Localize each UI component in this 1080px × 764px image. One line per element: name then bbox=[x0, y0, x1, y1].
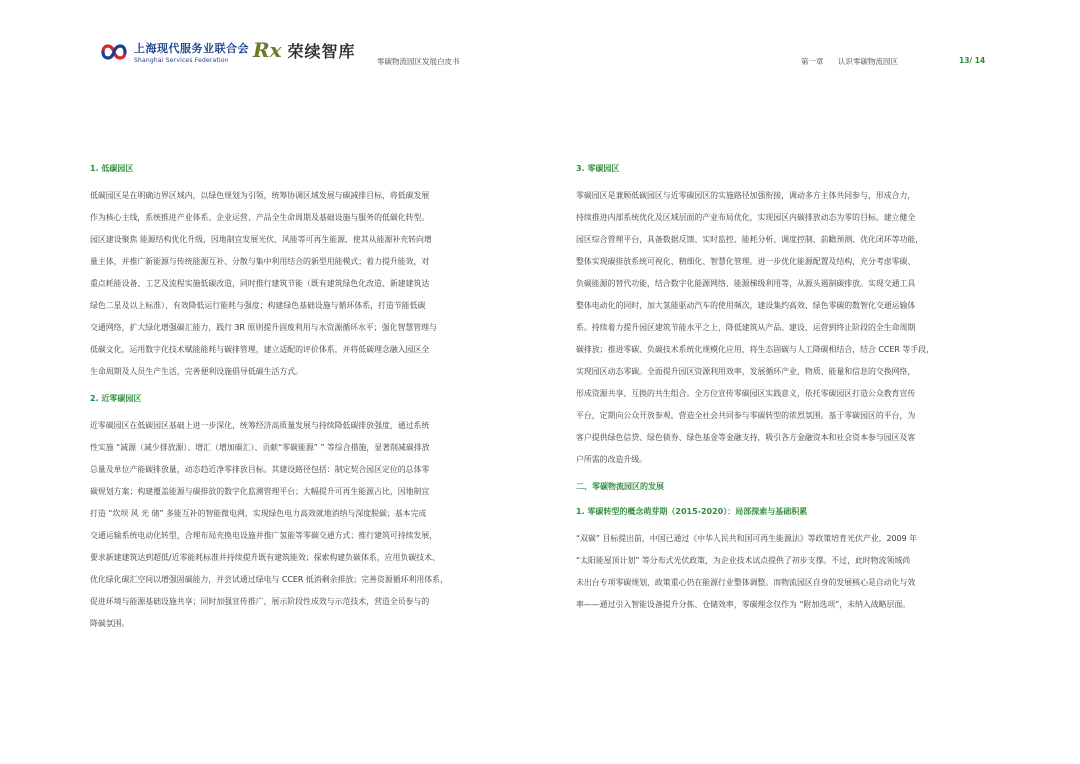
text-line: 要求新建建筑达到超低/近零能耗标准并持续提升既有建筑能效；探索构建负碳体系，应用负碳技术、 bbox=[90, 553, 440, 562]
rx-logo-mark: Rx bbox=[253, 38, 282, 62]
heading-concept-germination-period: 1. 零碳转型的概念萌芽期（2015-2020）：局部探索与基础积累 bbox=[576, 507, 808, 516]
text-line: 交通网络，扩大绿化增强碳汇能力，践行 3R 原则提升固废利用与水资源循环水平；强化智慧管理与 bbox=[90, 323, 437, 332]
text-line: 率——通过引入智能设备提升分拣、仓储效率，零碳理念仅作为 “附加选项”，未纳入战略层面。 bbox=[576, 600, 911, 609]
chapter-title: 认识零碳物流园区 bbox=[838, 57, 898, 66]
text-line: 降碳氛围。 bbox=[90, 619, 130, 628]
heading-near-zero-carbon-park: 2. 近零碳园区 bbox=[90, 394, 142, 403]
text-line: 交通运输系统电动化转型，合理布局充换电设施并推广氢能等零碳交通方式；推行建筑可持续发展， bbox=[90, 531, 438, 540]
text-line: 总量及单位产能碳排放量，动态趋近净零排放目标。其建设路径包括：制定契合园区定位的总体零 bbox=[90, 465, 430, 474]
heading-zero-carbon-park: 3. 零碳园区 bbox=[576, 164, 620, 173]
text-line: 零碳园区是兼顾低碳园区与近零碳园区的实施路径加强衔接，调动多方主体共同参与，形成合力， bbox=[576, 191, 916, 200]
ssf-logo-mark-icon bbox=[100, 41, 128, 63]
text-line: 平台，定期向公众开放参观，营造全社会共同参与零碳转型的浓烈氛围。基于零碳园区的平台，为 bbox=[576, 411, 916, 420]
text-line: 量主体，并推广新能源与传统能源互补、分散与集中利用结合的新型用能模式；着力提升能效，对 bbox=[90, 257, 430, 266]
ssf-name-cn: 上海现代服务业联合会 bbox=[134, 42, 249, 55]
text-line: 重点耗能设备、工艺及流程实施低碳改造，同时推行建筑节能（既有建筑绿色化改造、新建建筑达 bbox=[90, 279, 430, 288]
ssf-name-en: Shanghai Services Federation bbox=[134, 57, 229, 64]
left-column bbox=[90, 158, 505, 635]
text-line: 园区综合管理平台，具备数据反馈、实时监控、能耗分析、调度控制、前瞻预测、优化闭环等功能， bbox=[576, 235, 924, 244]
text-line: “双碳” 目标提出前，中国已通过《中华人民共和国可再生能源法》等政策培育光伏产业，2009 年 bbox=[576, 534, 918, 543]
text-line: 打造 “坎坝 风 光 储” 多能互补的智能微电网，实现绿色电力高效就地消纳与深度脱碳；基本完成 bbox=[90, 509, 427, 518]
paragraph-zero-carbon-park bbox=[576, 185, 991, 471]
text-line: 碳排放；推进零碳、负碳技术系统化规模化应用，将生态固碳与人工降碳相结合，结合 CCER 等手段， bbox=[576, 345, 934, 354]
text-line: 持续推进内部系统优化及区域层面的产业布局优化，实现园区内碳排放动态为零的目标。建立健全 bbox=[576, 213, 916, 222]
heading-zero-carbon-logistics-development: 二、零碳物流园区的发展 bbox=[576, 482, 664, 491]
document-title: 零碳物流园区发展白皮书 bbox=[377, 57, 460, 66]
text-line: 实现园区动态零碳。全面提升园区资源利用效率，发展循环产业，物质、能量和信息的交换网络， bbox=[576, 367, 916, 376]
paragraph-near-zero-carbon-park bbox=[90, 415, 505, 635]
text-line: 促进环境与能源基础设施共享；同时加强宣传推广，展示阶段性成效与示范技术，营造全员参与的 bbox=[90, 597, 430, 606]
rx-logo-name: 荣续智库 bbox=[287, 41, 356, 61]
text-line: 园区建设聚焦 能源结构优化升级，因地制宜发展光伏、风能等可再生能源，使其从能源补充转向增 bbox=[90, 235, 432, 244]
text-line: 系。持续着力提升园区建筑节能水平之上，降低建筑从产品、建设、运营到终止阶段的全生命周期 bbox=[576, 323, 916, 332]
text-line: “太阳能屋顶计划” 等分布式光伏政策，为企业技术试点提供了初步支撑。不过，此时物流领域尚 bbox=[576, 556, 911, 565]
text-line: 优化绿化碳汇空间以增强固碳能力，并尝试通过绿电与 CCER 抵消剩余排放；完善资源循环利用体系， bbox=[90, 575, 448, 584]
text-line: 低碳文化，运用数字化技术赋能能耗与碳排管理，建立适配的评价体系，并将低碳理念融入园区全 bbox=[90, 345, 430, 354]
text-line: 绿色二星及以上标准），有效降低运行能耗与强度；构建绿色基础设施与循环体系，打造节能低碳 bbox=[90, 301, 426, 310]
text-line: 性实施 “减源（减少排放源）、增汇（增加碳汇）、贡献“零碳能源” ” 等综合措施，显著削减碳排放 bbox=[90, 443, 430, 452]
page-number: 13/ 14 bbox=[959, 56, 986, 65]
rx-logo bbox=[253, 38, 356, 62]
text-line: 负碳能源的替代功能，结合数字化能源网络、能源梯级利用等，从源头遏制碳排放。实现交通工具 bbox=[576, 279, 916, 288]
right-column bbox=[576, 158, 991, 616]
text-line: 低碳园区是在明确边界区域内，以绿色规划为引领，统筹协调区域发展与碳减排目标，将低碳发展 bbox=[90, 191, 430, 200]
heading-low-carbon-park: 1. 低碳园区 bbox=[90, 164, 134, 173]
text-line: 生命周期及人员生产生活，完善便利设施倡导低碳生活方式。 bbox=[90, 367, 304, 376]
text-line: 户所需的改造升级。 bbox=[576, 455, 648, 464]
page-header bbox=[0, 0, 1080, 80]
text-line: 碳规划方案；构建覆盖能源与碳排放的数字化监测管理平台；大幅提升可再生能源占比，因地制宜 bbox=[90, 487, 430, 496]
text-line: 形成资源共享、互换的共生组合。全方位宣传零碳园区实践意义，依托零碳园区打造公众教育宣传 bbox=[576, 389, 916, 398]
ssf-logo bbox=[100, 40, 249, 64]
text-line: 整体电动化的同时，加大氢能驱动汽车的使用频次，建设集约高效、绿色零碳的数智化交通运输体 bbox=[576, 301, 916, 310]
text-line: 未出台专项零碳规划，政策重心仍在能源行业整体调整。而物流园区自身的发展核心是自动化与效 bbox=[576, 578, 916, 587]
paragraph-concept-germination-period bbox=[576, 528, 991, 616]
text-line: 整体实现碳排放系统可视化、精细化、智慧化管理。进一步优化能源配置及结构，充分考虑零碳、 bbox=[576, 257, 916, 266]
text-line: 客户提供绿色信贷、绿色债券、绿色基金等金融支持，吸引各方金融资本和社会资本参与园区及客 bbox=[576, 433, 916, 442]
text-line: 近零碳园区在低碳园区基础上进一步深化，统筹经济高质量发展与持续降低碳排放强度，通过系统 bbox=[90, 421, 430, 430]
paragraph-low-carbon-park bbox=[90, 185, 505, 383]
text-line: 作为核心主线，系统推进产业体系、企业运营、产品全生命周期及基础设施与服务的低碳化转型。 bbox=[90, 213, 430, 222]
chapter-label: 第一章 bbox=[801, 57, 824, 66]
